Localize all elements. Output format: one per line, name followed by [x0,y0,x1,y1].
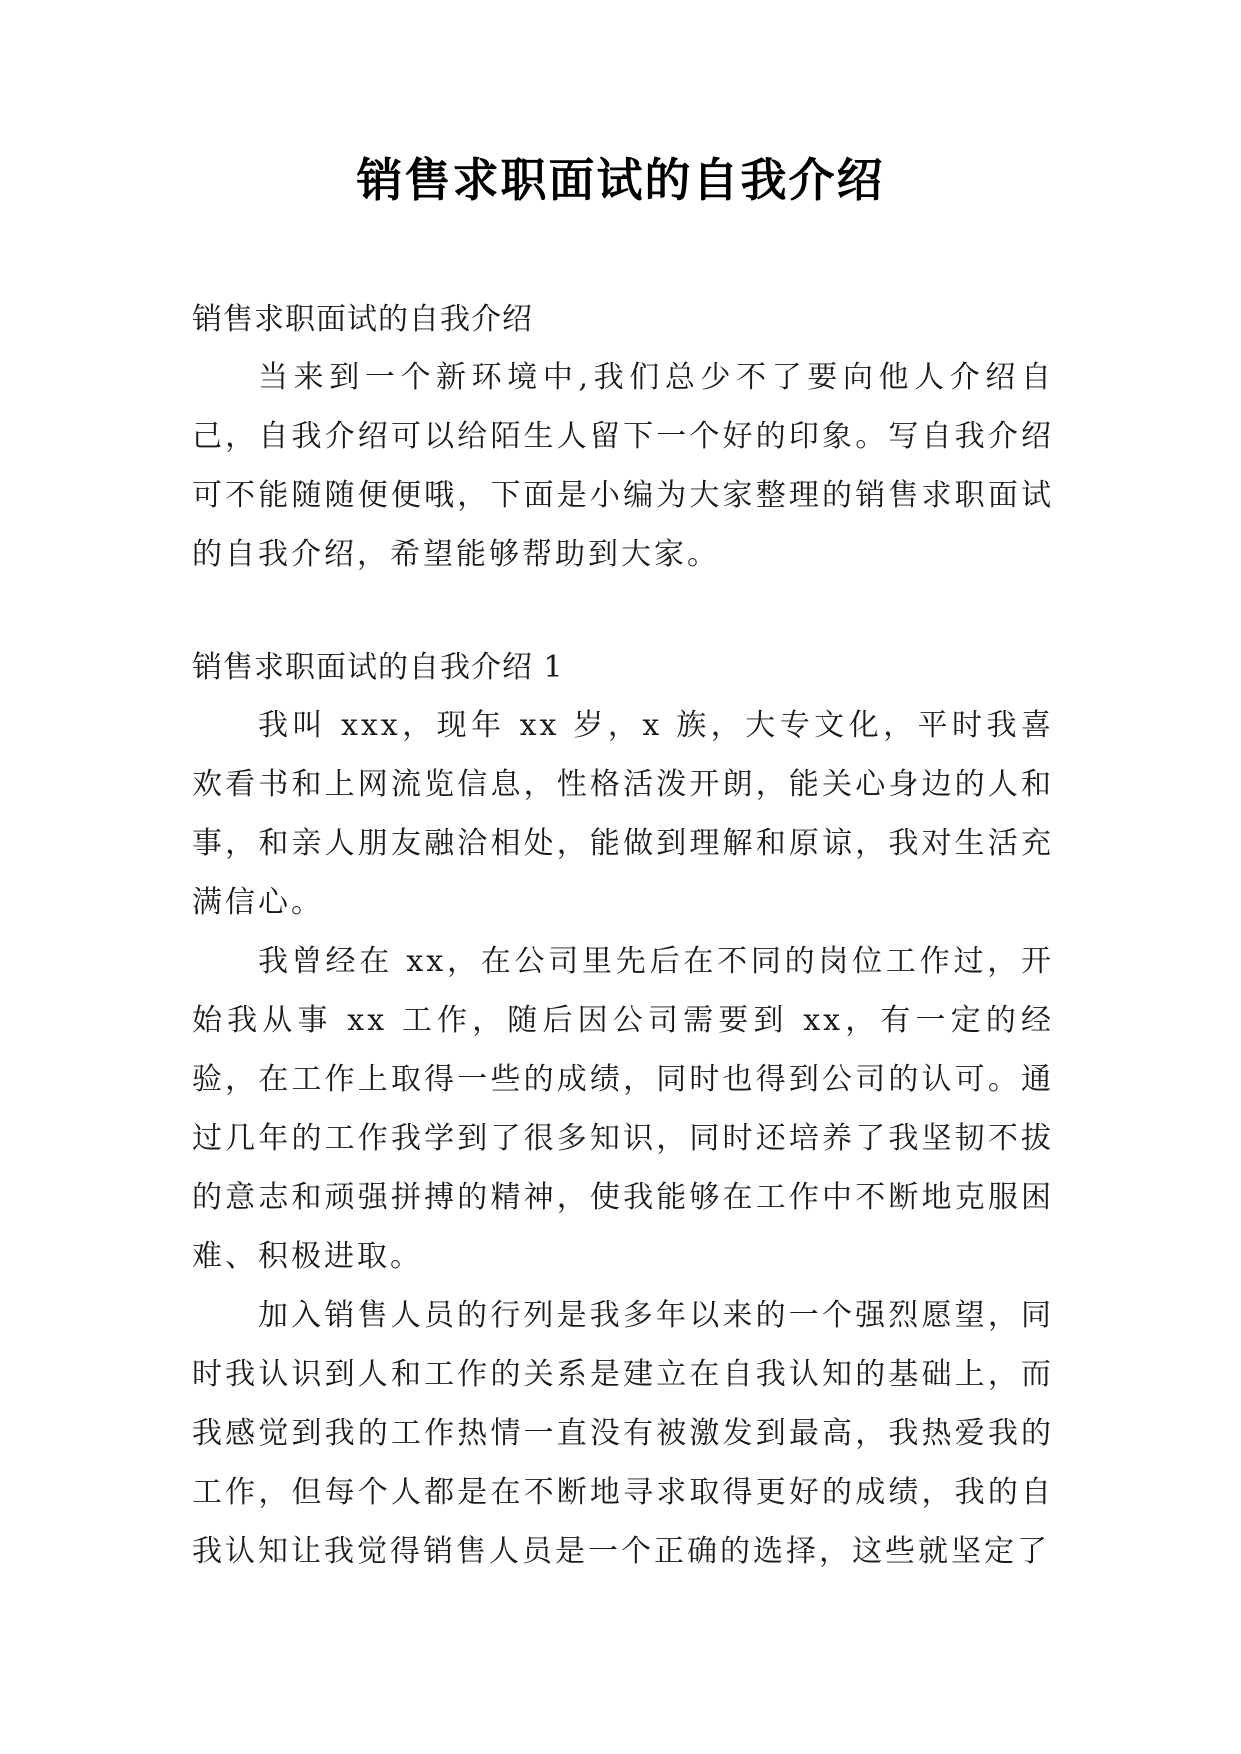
document-body [192,292,1054,1581]
intro-heading: 销售求职面试的自我介绍 [192,302,533,337]
body-paragraph: 我曾经在 xx，在公司里先后在不同的岗位工作过，开始我从事 xx 工作，随后因公司需要到 xx，有一定的经验，在工作上取得一些的成绩，同时也得到公司的认可。通过几年的工作我学到了很多知识，同时还培养了我坚韧不拔的意志和顽强拼搏的精神，使我能够在工作中不断地克服困难、积极进取。 [192,944,1054,1274]
body-paragraph: 加入销售人员的行列是我多年以来的一个强烈愿望，同时我认识到人和工作的关系是建立在自我认知的基础上，而我感觉到我的工作热情一直没有被激发到最高，我热爱我的工作，但每个人都是在不断地寻求取得更好的成绩，我的自我认知让我觉得销售人员是一个正确的选择，这些就坚定了 [192,1298,1054,1569]
document-title: 销售求职面试的自我介绍 [356,153,885,207]
section-spacer [192,584,1054,640]
section-heading: 销售求职面试的自我介绍 1 [192,650,564,685]
body-paragraph: 我叫 xxx，现年 xx 岁，x 族，大专文化，平时我喜欢看书和上网流览信息，性格活泼开朗，能关心身边的人和事，和亲人朋友融洽相处，能做到理解和原谅，我对生活充满信心。 [192,708,1054,920]
intro-paragraph: 当来到一个新环境中,我们总少不了要向他人介绍自己，自我介绍可以给陌生人留下一个好的印象。写自我介绍可不能随随便便哦，下面是小编为大家整理的销售求职面试的自我介绍，希望能够帮助到大家。 [192,360,1054,572]
